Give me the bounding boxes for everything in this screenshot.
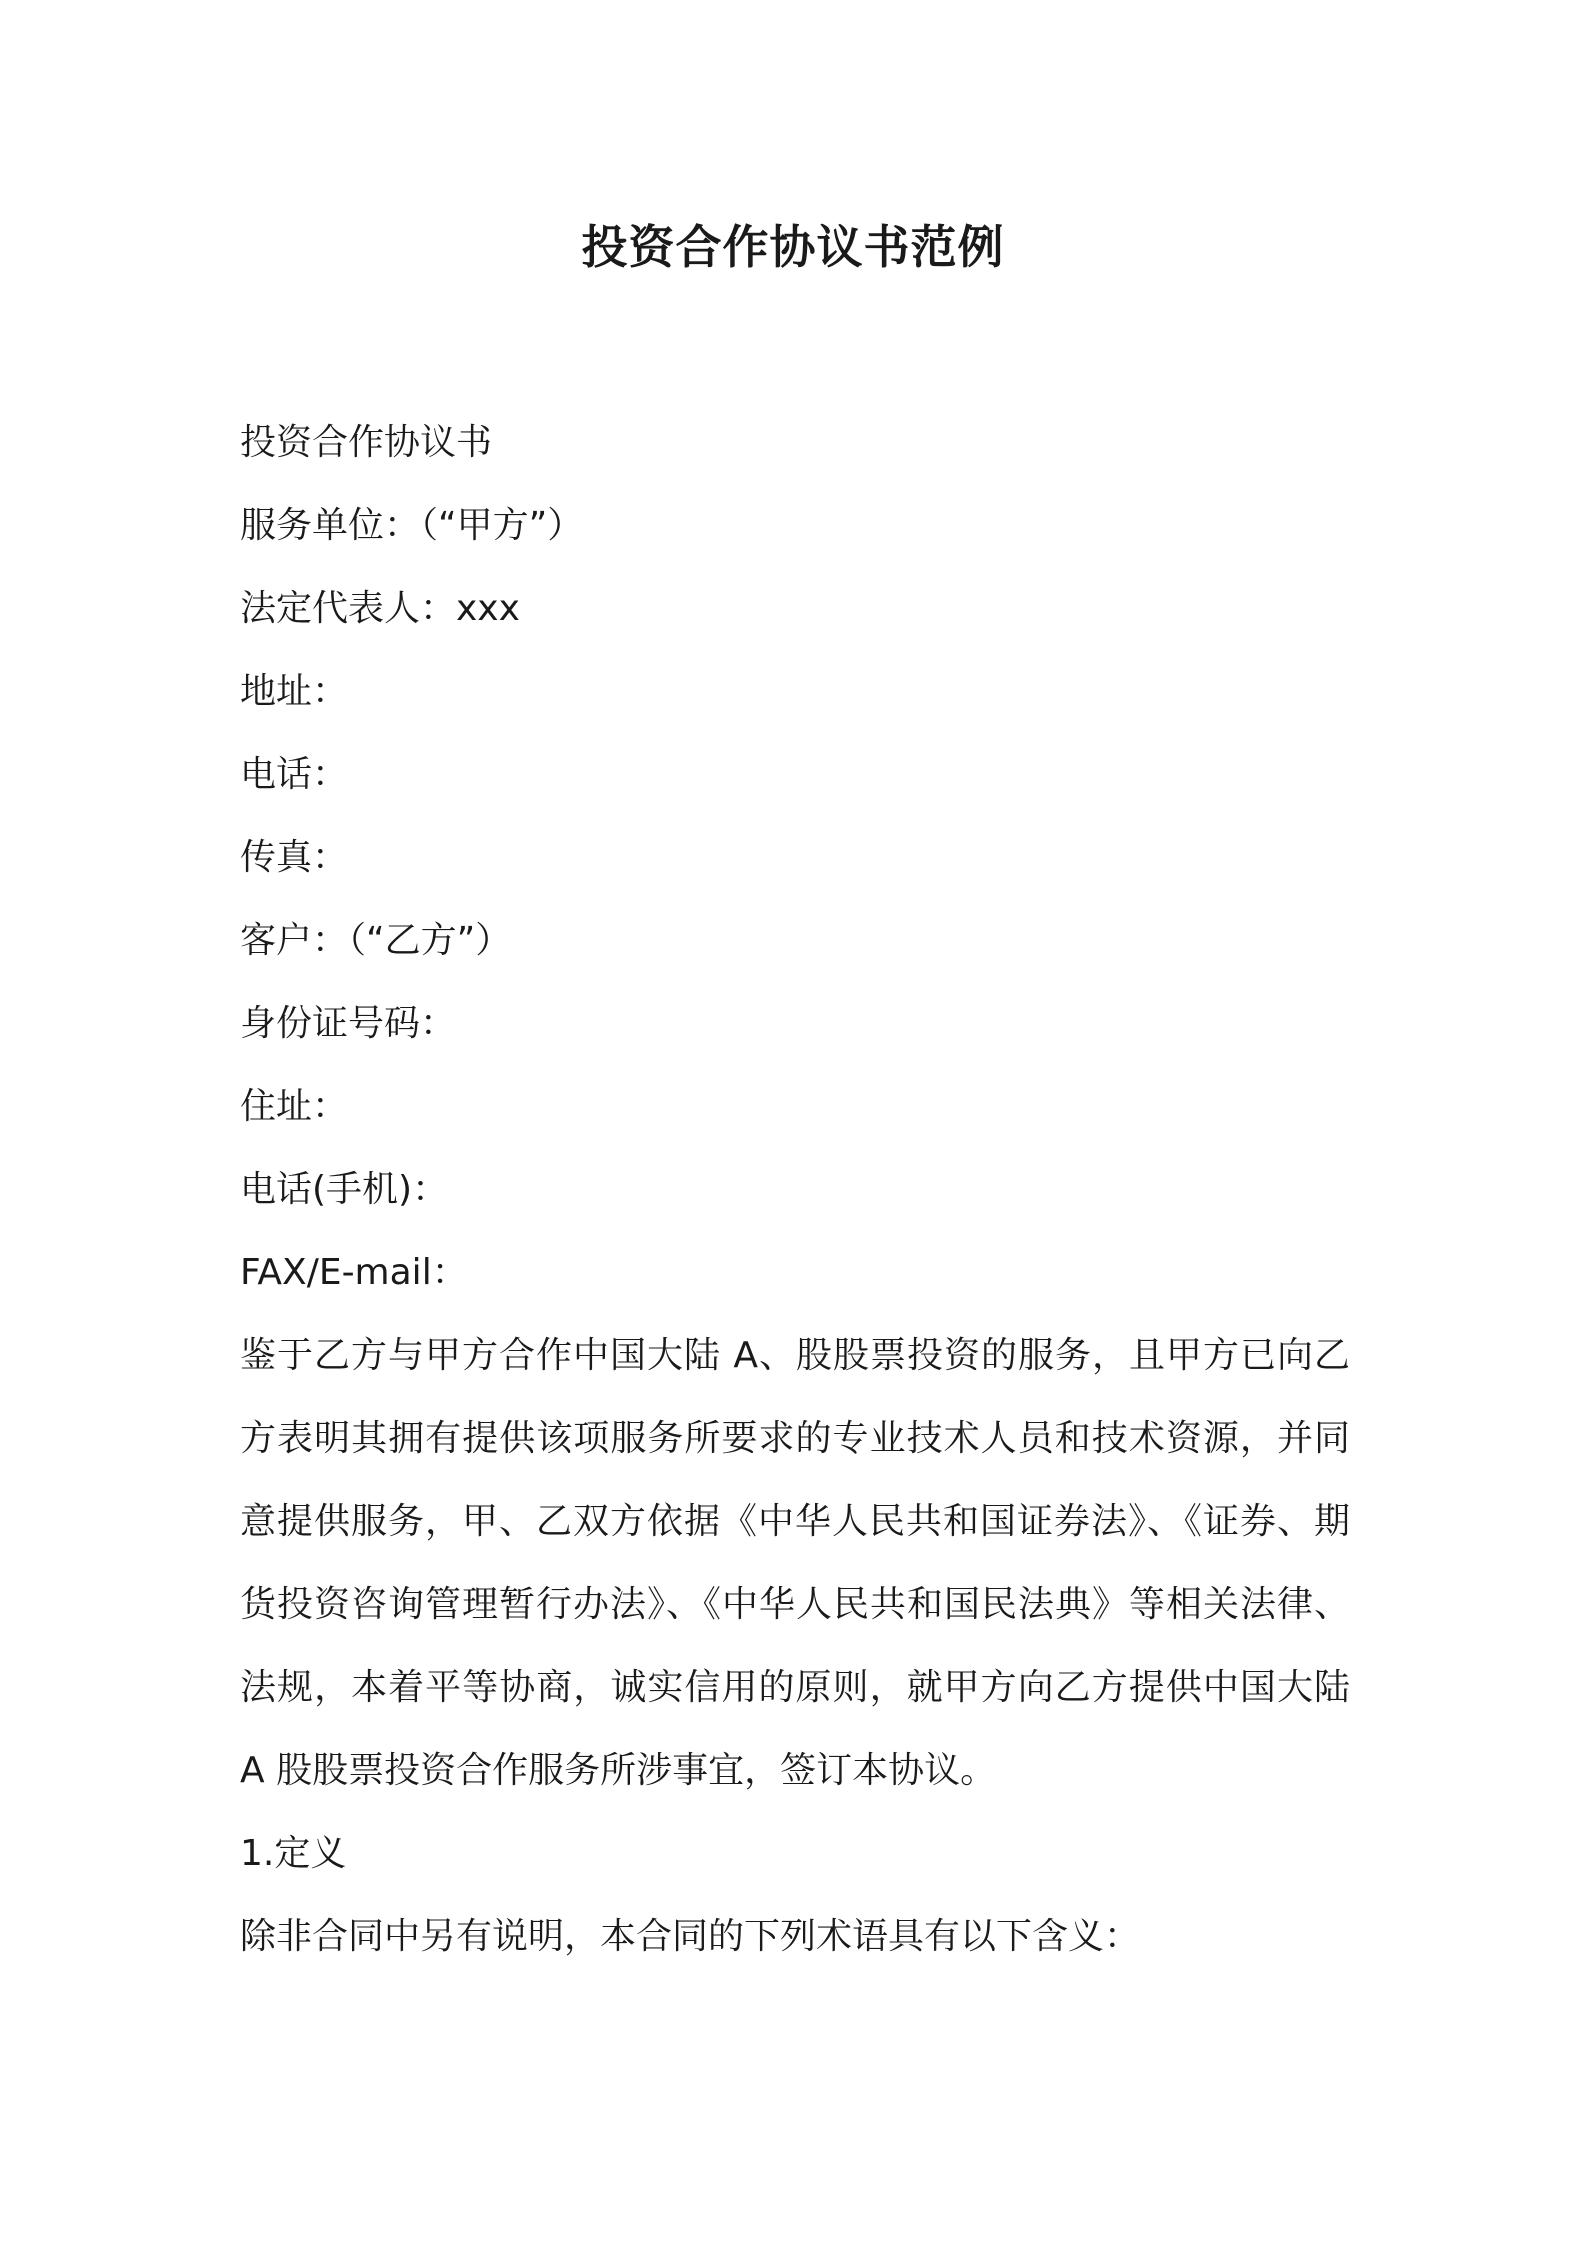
agreement-name: 投资合作协议书 — [240, 422, 493, 463]
document-title: 投资合作协议书范例 — [581, 220, 1005, 274]
legal-representative-line: 法定代表人：xxx — [240, 588, 520, 629]
party-a-phone-line: 电话： — [240, 754, 349, 795]
party-b-id-number-line: 身份证号码： — [240, 1003, 457, 1044]
recital-line: 鉴于乙方与甲方合作中国大陆 A、股股票投资的服务，且甲方已向乙 — [240, 1335, 1350, 1376]
recital-line: A 股股票投资合作服务所涉事宜，签订本协议。 — [240, 1750, 997, 1791]
recital-line: 方表明其拥有提供该项服务所要求的专业技术人员和技术资源，并同 — [240, 1418, 1350, 1459]
party-b-fax-email-line: FAX/E-mail： — [240, 1252, 468, 1293]
recital-line: 货投资咨询管理暂行办法》、《中华人民共和国民法典》等相关法律、 — [240, 1584, 1350, 1625]
party-a-fax-line: 传真： — [240, 837, 349, 878]
document-body — [240, 401, 1350, 1978]
recital-line: 意提供服务，甲、乙双方依据《中华人民共和国证券法》、《证券、期 — [240, 1501, 1350, 1542]
section-1-intro: 除非合同中另有说明，本合同的下列术语具有以下含义： — [240, 1916, 1141, 1957]
party-a-address-line: 地址： — [240, 671, 349, 712]
section-1-heading: 1.定义 — [240, 1833, 347, 1874]
recital-paragraph — [240, 1314, 1350, 1812]
party-a-line: 服务单位：（“甲方”） — [240, 505, 584, 546]
recital-line: 法规，本着平等协商，诚实信用的原则，就甲方向乙方提供中国大陆 — [240, 1667, 1350, 1708]
party-b-mobile-line: 电话(手机)： — [240, 1169, 449, 1210]
party-b-address-line: 住址： — [240, 1086, 349, 1127]
party-b-line: 客户：（“乙方”） — [240, 920, 512, 961]
